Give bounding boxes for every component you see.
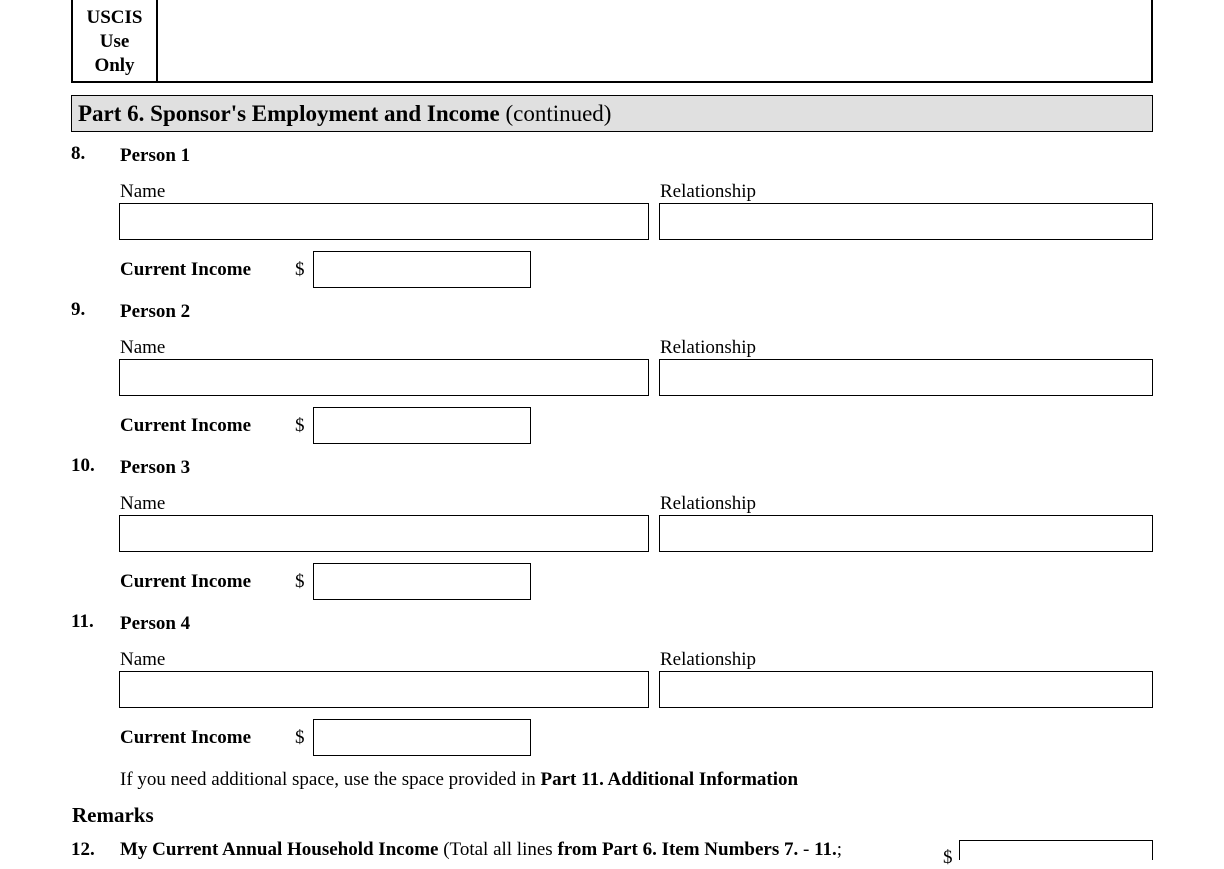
additional-space-note bbox=[120, 769, 798, 791]
person-4-relationship-input[interactable] bbox=[659, 671, 1153, 708]
person-3-relationship-label: Relationship bbox=[660, 493, 757, 514]
person-4-income-label: Current Income bbox=[120, 727, 252, 748]
person-2-dollar-sign: $ bbox=[295, 415, 305, 436]
uscis-use-only-box bbox=[71, 0, 1153, 83]
uscis-label-line1: USCIS bbox=[86, 7, 143, 28]
person-1-name-input[interactable] bbox=[119, 203, 649, 240]
item-12-bold-3: 11. bbox=[814, 839, 837, 860]
part-6-header bbox=[71, 95, 1153, 132]
person-1-title: Person 1 bbox=[120, 145, 191, 166]
person-1-dollar-sign: $ bbox=[295, 259, 305, 280]
additional-space-note-link: Part 11. Additional Information bbox=[540, 769, 799, 790]
uscis-label-line3: Only bbox=[94, 55, 135, 76]
item-number-10: 10. bbox=[71, 455, 95, 476]
person-3-income-label: Current Income bbox=[120, 571, 252, 592]
person-2-name-label: Name bbox=[120, 337, 166, 358]
person-1-relationship-input[interactable] bbox=[659, 203, 1153, 240]
remarks-heading: Remarks bbox=[72, 803, 154, 827]
item-12-text-2: - bbox=[798, 839, 815, 860]
person-2-title: Person 2 bbox=[120, 301, 191, 322]
person-4-name-input[interactable] bbox=[119, 671, 649, 708]
person-3-dollar-sign: $ bbox=[295, 571, 305, 592]
person-1-income-input[interactable] bbox=[313, 251, 531, 288]
person-2-income-input[interactable] bbox=[313, 407, 531, 444]
additional-space-note-text: If you need additional space, use the space provided in bbox=[120, 769, 541, 790]
part-6-continued: (continued) bbox=[505, 101, 612, 126]
household-income-input[interactable] bbox=[959, 840, 1153, 860]
item-12-bold-1: My Current Annual Household Income bbox=[120, 839, 439, 860]
item-12-text-1: (Total all lines bbox=[438, 839, 558, 860]
person-1-relationship-label: Relationship bbox=[660, 181, 757, 202]
person-2-relationship-label: Relationship bbox=[660, 337, 757, 358]
item-12-text-3: ; bbox=[836, 839, 843, 860]
person-2-relationship-input[interactable] bbox=[659, 359, 1153, 396]
uscis-label-line2: Use bbox=[99, 31, 130, 52]
person-4-income-input[interactable] bbox=[313, 719, 531, 756]
person-3-income-input[interactable] bbox=[313, 563, 531, 600]
person-2-name-input[interactable] bbox=[119, 359, 649, 396]
uscis-use-only-label bbox=[73, 0, 158, 81]
item-number-8: 8. bbox=[71, 143, 86, 164]
person-3-relationship-input[interactable] bbox=[659, 515, 1153, 552]
person-3-title: Person 3 bbox=[120, 457, 191, 478]
item-12-bold-2: from Part 6. Item Numbers 7. bbox=[557, 839, 799, 860]
item-number-11: 11. bbox=[71, 611, 94, 632]
item-12-text bbox=[120, 839, 842, 861]
item-12-dollar-sign: $ bbox=[943, 847, 953, 868]
person-2-income-label: Current Income bbox=[120, 415, 252, 436]
item-number-9: 9. bbox=[71, 299, 86, 320]
person-3-name-label: Name bbox=[120, 493, 166, 514]
person-4-title: Person 4 bbox=[120, 613, 191, 634]
person-1-income-label: Current Income bbox=[120, 259, 252, 280]
part-6-title: Part 6. Sponsor's Employment and Income bbox=[78, 101, 500, 126]
person-4-name-label: Name bbox=[120, 649, 166, 670]
person-3-name-input[interactable] bbox=[119, 515, 649, 552]
person-4-dollar-sign: $ bbox=[295, 727, 305, 748]
person-4-relationship-label: Relationship bbox=[660, 649, 757, 670]
person-1-name-label: Name bbox=[120, 181, 166, 202]
item-number-12: 12. bbox=[71, 839, 95, 860]
